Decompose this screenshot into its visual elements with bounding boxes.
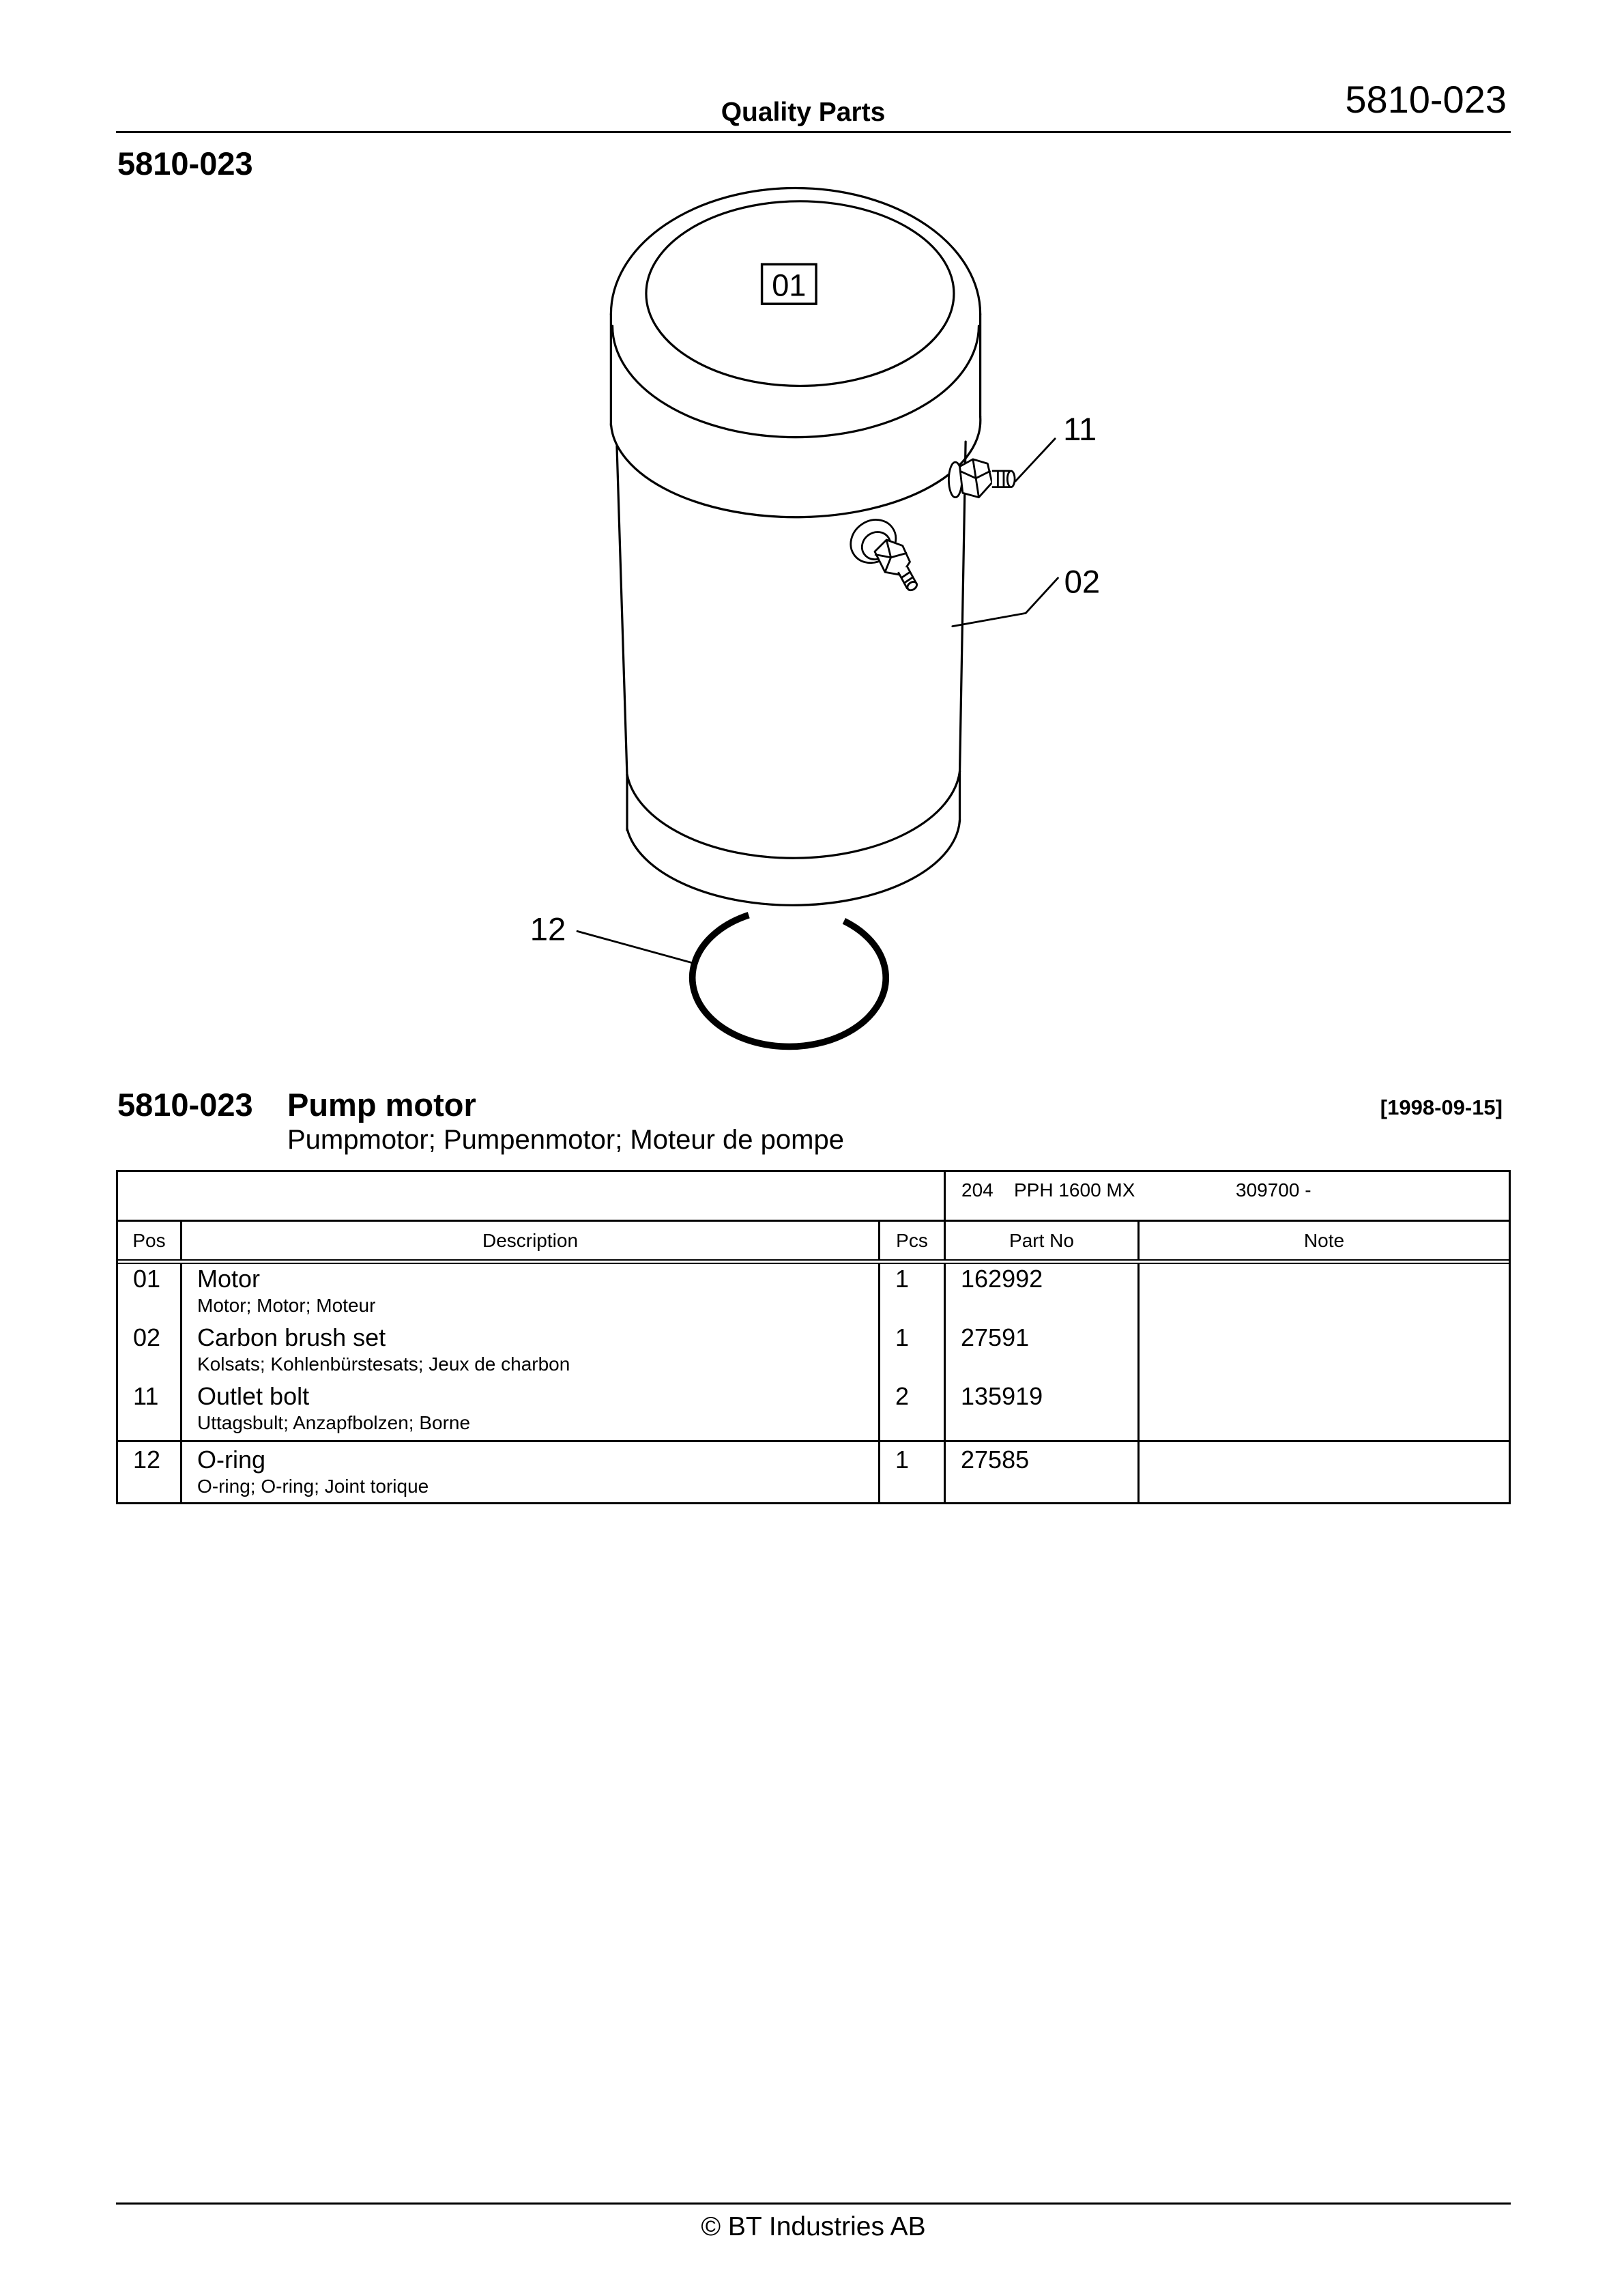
pos-value: 01 [133, 1265, 161, 1293]
part-no-value: 27585 [961, 1446, 1030, 1474]
end-band-top-edge [627, 771, 960, 858]
table-row [118, 1264, 1509, 1323]
cap-top-rim-front [613, 326, 979, 437]
column-header-description: Description [182, 1222, 880, 1259]
part-translations: Motor; Motor; Moteur [197, 1295, 376, 1316]
applicability-cell [946, 1172, 1509, 1220]
description-cell [182, 1442, 880, 1502]
table-row [118, 1323, 1509, 1381]
page-heading: 5810-023 [117, 145, 253, 182]
part-no-cell [946, 1264, 1140, 1323]
assembly-date: [1998-09-15] [1380, 1095, 1503, 1119]
part-translations: Uttagsbult; Anzapfbolzen; Borne [197, 1412, 471, 1433]
description-cell [182, 1323, 880, 1381]
part-no-value: 135919 [961, 1382, 1043, 1410]
pcs-cell [880, 1323, 946, 1381]
table-row-group [118, 1264, 1509, 1442]
column-header-pcs: Pcs [880, 1222, 946, 1259]
leader-line-12 [577, 931, 695, 963]
assembly-number: 5810-023 [117, 1087, 253, 1123]
part-no-cell [946, 1323, 1140, 1381]
parts-table [116, 1170, 1511, 1504]
column-header-pos: Pos [118, 1222, 182, 1259]
serial-range: 309700 - [1236, 1179, 1311, 1201]
applicability-blank-cell [118, 1172, 946, 1220]
body-left-edge [617, 446, 627, 775]
pcs-value: 1 [895, 1446, 910, 1474]
footer-divider [116, 2202, 1511, 2205]
callout-11: 11 [1063, 411, 1097, 448]
pos-cell [118, 1442, 182, 1502]
outlet-bolt-fitting [948, 459, 1015, 498]
description-cell [182, 1264, 880, 1323]
document-number: 5810-023 [1345, 78, 1507, 121]
section-label: Quality Parts [721, 98, 886, 127]
description-cell [182, 1381, 880, 1440]
assembly-title: Pump motor [287, 1087, 476, 1123]
note-cell [1140, 1264, 1509, 1323]
applicability-row [118, 1172, 1509, 1222]
part-translations: Kolsats; Kohlenbürstesats; Jeux de charbon [197, 1353, 570, 1375]
callout-01: 01 [772, 268, 807, 303]
table-row [118, 1381, 1509, 1440]
brush-holder-fitting [842, 511, 918, 592]
pos-cell [118, 1264, 182, 1323]
pos-cell [118, 1323, 182, 1381]
part-name: Motor [197, 1265, 261, 1293]
pcs-cell [880, 1442, 946, 1502]
pos-value: 02 [133, 1323, 161, 1351]
pcs-value: 1 [895, 1323, 910, 1351]
table-row [118, 1442, 1509, 1502]
pcs-cell [880, 1264, 946, 1323]
part-no-value: 162992 [961, 1265, 1043, 1293]
pcs-cell [880, 1381, 946, 1440]
leader-line-11 [1015, 439, 1055, 481]
outlet-bolt-tip [1007, 471, 1015, 487]
pos-value: 12 [133, 1446, 161, 1474]
pcs-value: 2 [895, 1382, 910, 1410]
leader-line-02 [953, 578, 1058, 627]
part-translations: O-ring; O-ring; Joint torique [197, 1476, 429, 1497]
note-cell [1140, 1442, 1509, 1502]
note-cell [1140, 1323, 1509, 1381]
callout-02: 02 [1064, 564, 1101, 601]
part-no-cell [946, 1381, 1140, 1440]
part-no-cell [946, 1442, 1140, 1502]
callout-12: 12 [530, 911, 566, 948]
pos-value: 11 [133, 1382, 159, 1410]
part-name: Outlet bolt [197, 1382, 310, 1410]
model-code: 204 [961, 1179, 994, 1201]
assembly-translations: Pumpmotor; Pumpenmotor; Moteur de pompe [287, 1125, 844, 1155]
copyright-notice: © BT Industries AB [701, 2212, 926, 2241]
cap-bottom-edge [611, 417, 980, 517]
pos-cell [118, 1381, 182, 1440]
o-ring [693, 915, 886, 1047]
note-cell [1140, 1381, 1509, 1440]
model-name: PPH 1600 MX [1014, 1179, 1135, 1201]
column-header-part-no: Part No [946, 1222, 1140, 1259]
pump-motor-diagram [498, 176, 1143, 1063]
part-no-value: 27591 [961, 1323, 1030, 1351]
pcs-value: 1 [895, 1265, 910, 1293]
part-name: Carbon brush set [197, 1323, 386, 1351]
column-header-note: Note [1303, 1230, 1345, 1251]
table-header [118, 1222, 1509, 1264]
table-row-group [118, 1442, 1509, 1502]
callout-labels [530, 264, 1100, 947]
header-divider [116, 131, 1511, 133]
part-name: O-ring [197, 1446, 266, 1474]
